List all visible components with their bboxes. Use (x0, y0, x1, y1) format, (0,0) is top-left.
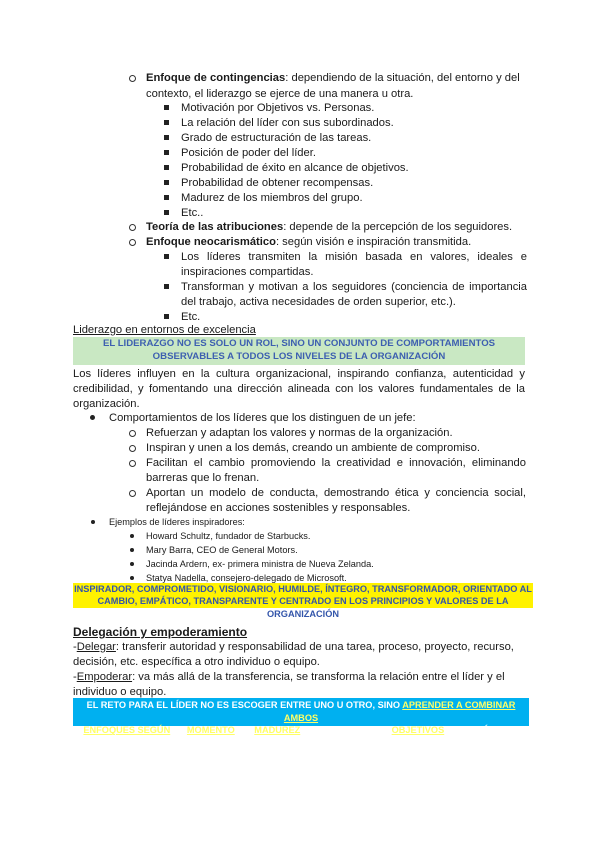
behavior-item-line-2: barreras que lo frenan. (146, 472, 260, 484)
traits-banner-line-1: INSPIRADOR, COMPROMETIDO, VISIONARIO, HUMILDE, ÍNTEGRO, TRANSFORMADOR, ORIENTADO AL (74, 584, 532, 594)
square-bullet-icon (164, 314, 169, 319)
square-bullet-icon (164, 165, 169, 170)
contingency-line-1 (146, 71, 520, 85)
neocharismatic-line (146, 235, 471, 249)
example-item: Jacinda Ardern, ex- primera ministra de Nueva Zelanda. (146, 559, 374, 569)
excellence-paragraph-line-2: credibilidad, y fomentando una dirección alineada con los valores fundamentales de la (73, 383, 525, 395)
examples-title: Ejemplos de líderes inspiradores: (109, 517, 245, 527)
excellence-heading: Liderazgo en entornos de excelencia (73, 324, 256, 336)
neo-item-3: Etc. (181, 311, 201, 323)
empoderar-line-1 (73, 670, 525, 684)
circle-bullet-icon (129, 460, 136, 467)
empoderar-definition: : va más allá de la transferencia, se transforma la relación entre el líder y el (132, 671, 505, 683)
contingency-text: : dependiendo de la situación, del entorno y del (285, 72, 520, 84)
square-bullet-icon (164, 105, 169, 110)
excellence-paragraph-line-3: organización. (73, 398, 140, 410)
example-item: Howard Schultz, fundador de Starbucks. (146, 531, 311, 541)
disc-bullet-icon (130, 576, 134, 580)
contingency-line-2: contexto, el liderazgo se ejerce de una manera u otra. (146, 88, 414, 100)
circle-bullet-icon (129, 430, 136, 437)
banner-text: EL RETO PARA EL LÍDER NO ES ESCOGER ENTRE UNO U OTRO, SINO (86, 700, 403, 710)
delegation-banner-line-2 (73, 724, 529, 737)
traits-banner (73, 583, 533, 619)
delegar-definition: : transferir autoridad y responsabilidad de una tarea, proceso, proyecto, recurso, (115, 641, 514, 653)
delegar-prefix: - (73, 641, 77, 653)
contingency-title: Enfoque de contingencias (146, 72, 286, 84)
attributions-title: Teoría de las atribuciones (146, 221, 284, 233)
banner-text: EL (170, 725, 187, 736)
square-bullet-icon (164, 284, 169, 289)
factor-item: Probabilidad de éxito en alcance de objetivos. (181, 162, 409, 174)
empoderar-term: Empoderar (76, 671, 133, 683)
example-item: Statya Nadella, consejero-delegado de Microsoft. (146, 573, 347, 583)
banner-text: , LA (234, 725, 255, 736)
square-bullet-icon (164, 195, 169, 200)
disc-bullet-icon (91, 520, 95, 524)
disc-bullet-icon (90, 415, 95, 420)
attributions-line (146, 220, 512, 234)
behavior-item-line-2: reflejándose en acciones sostenibles y responsables. (146, 502, 411, 514)
circle-bullet-icon (129, 445, 136, 452)
circle-bullet-icon (129, 490, 136, 497)
neo-item-2-line-2: del trabajo, activa necesidades de orden superior, etc.). (181, 296, 456, 308)
neo-item-1-line-1: Los líderes transmiten la misión basada en valores, ideales e (181, 251, 527, 263)
excellence-banner-line-2: OBSERVABLES A TODOS LOS NIVELES DE LA ORGANIZACIÓN (152, 350, 446, 362)
factor-item: La relación del líder con sus subordinados. (181, 117, 394, 129)
excellence-banner-line-1: EL LIDERAZGO NO ES SOLO UN ROL, SINO UN CONJUNTO DE COMPORTAMIENTOS (102, 338, 496, 349)
banner-highlight: ENFOQUES SEGÚN (83, 725, 171, 736)
banner-text: ESTRATÉGICOS (444, 725, 519, 736)
excellence-paragraph-line-1: Los líderes influyen en la cultura organizacional, inspirando confianza, autenticidad y (73, 368, 525, 380)
disc-bullet-icon (130, 548, 134, 552)
delegar-line-2: decisión, etc. específica a otro individuo o equipo. (73, 656, 320, 668)
behaviors-title: Comportamientos de los líderes que los distinguen de un jefe: (109, 412, 416, 424)
behavior-item: Inspiran y unen a los demás, creando un ambiente de compromiso. (146, 442, 480, 454)
square-bullet-icon (164, 120, 169, 125)
attributions-text: : depende de la percepción de los seguidores. (283, 221, 513, 233)
delegation-banner (73, 698, 529, 736)
factor-item: Grado de estructuración de las tareas. (181, 132, 372, 144)
factor-item: Motivación por Objetivos vs. Personas. (181, 102, 375, 114)
square-bullet-icon (164, 254, 169, 259)
example-item: Mary Barra, CEO de General Motors. (146, 545, 298, 555)
circle-bullet-icon (129, 224, 136, 231)
circle-bullet-icon (129, 75, 136, 82)
empoderar-line-2: individuo o equipo. (73, 686, 167, 698)
banner-highlight: OBJETIVOS (391, 725, 445, 736)
disc-bullet-icon (130, 562, 134, 566)
square-bullet-icon (164, 135, 169, 140)
behavior-item-line-1: Facilitan el cambio promoviendo la creatividad e innovación, eliminando (146, 457, 526, 469)
neo-item-1-line-2: inspiraciones compartidas. (181, 266, 314, 278)
banner-highlight: APRENDER A COMBINAR AMBOS (283, 700, 516, 723)
disc-bullet-icon (130, 534, 134, 538)
factor-item: Madurez de los miembros del grupo. (181, 192, 363, 204)
factor-item: Etc.. (181, 207, 204, 219)
square-bullet-icon (164, 210, 169, 215)
circle-bullet-icon (129, 239, 136, 246)
excellence-banner (73, 337, 525, 365)
factor-item: Probabilidad de obtener recompensas. (181, 177, 374, 189)
neocharismatic-title: Enfoque neocarismático (146, 236, 276, 248)
behavior-item-line-1: Aportan un modelo de conducta, demostrando ética y conciencia social, (146, 487, 526, 499)
factor-item: Posición de poder del líder. (181, 147, 316, 159)
neocharismatic-text: : según visión e inspiración transmitida. (275, 236, 472, 248)
square-bullet-icon (164, 180, 169, 185)
delegation-heading: Delegación y empoderamiento (73, 625, 248, 639)
delegation-banner-line-1 (73, 699, 529, 724)
behavior-item: Refuerzan y adaptan los valores y normas de la organización. (146, 427, 453, 439)
neo-item-2-line-1: Transforman y motivan a los seguidores (conciencia de importancia (181, 281, 527, 293)
banner-highlight: MOMENTO (186, 725, 235, 736)
traits-banner-line-2: CAMBIO, EMPÁTICO, TRANSPARENTE Y CENTRADO EN LOS PRINCIPIOS Y VALORES DE LA ORGANIZACIÓN (97, 596, 509, 619)
empoderar-prefix: - (73, 671, 77, 683)
delegar-term: Delegar (76, 641, 116, 653)
banner-text: DEL EQUIPO Y LOS (300, 725, 392, 736)
square-bullet-icon (164, 150, 169, 155)
banner-highlight: MADUREZ (254, 725, 301, 736)
delegar-line-1 (73, 640, 525, 654)
